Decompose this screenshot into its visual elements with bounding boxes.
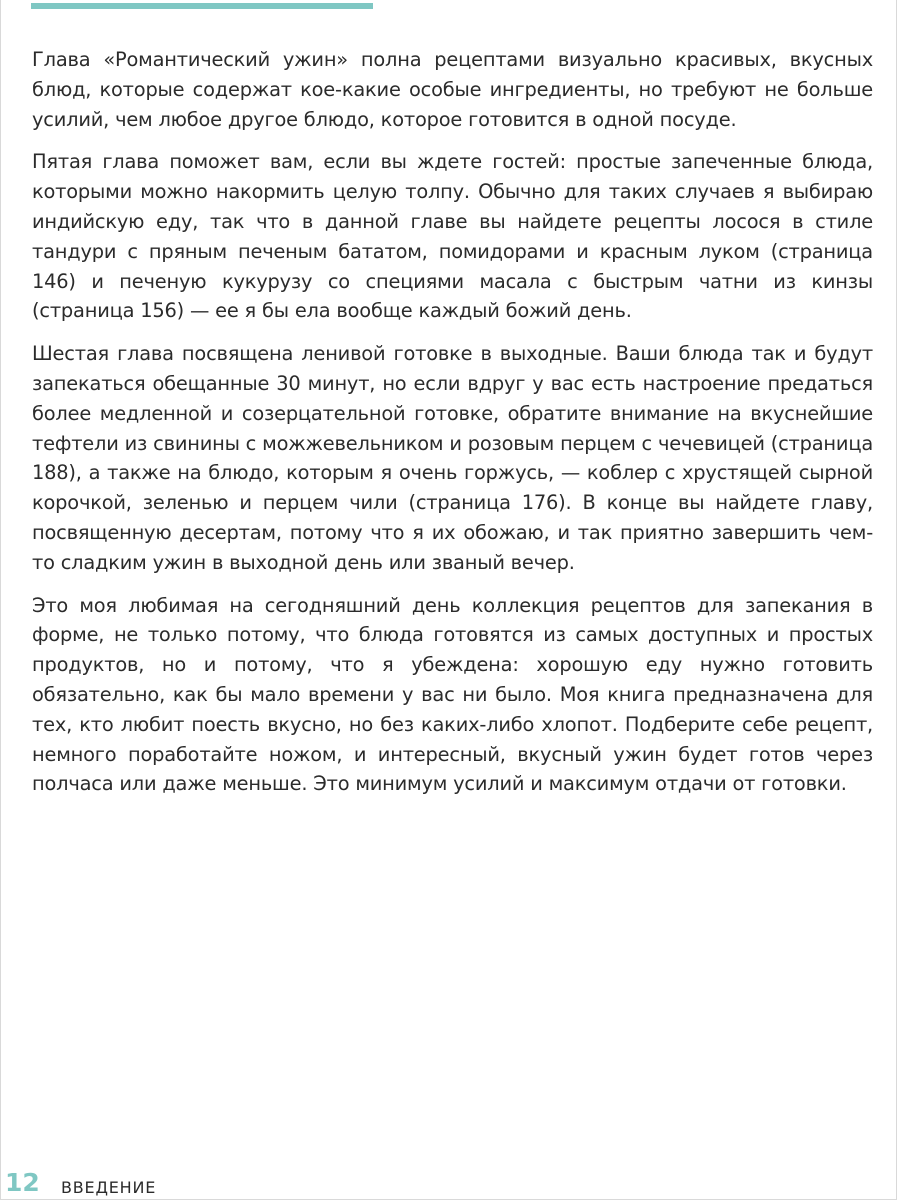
section-label: ВВЕДЕНИЕ [61, 1178, 157, 1197]
paragraph: Это моя любимая на сегодняшний день коллекция рецептов для запекания в форме, не только потому, что блюда готовятся из самых доступных и простых продуктов, но и потому, что я убеждена: хорошую еду нужно готовить обязательно, как бы мало времени у вас ни было. Моя книга предназначена для тех, кто любит поесть вкусно, но без каких-либо хлопот. Подберите себе рецепт, немного поработайте ножом, и интересный, вкусный ужин будет готов через полчаса или даже меньше. Это минимум усилий и максимум отдачи от готовки. [32, 593, 873, 796]
page-footer [1, 1168, 897, 1198]
paragraph: Шестая глава посвящена ленивой готовке в выходные. Ваши блюда так и будут запекаться обещанные 30 минут, но если вдруг у вас есть настроение предаться более медленной и созерцательной готовке, обратите внимание на вкуснейшие тефтели из свинины с можжевельником и розовым перцем с чечевицей (страница 188), а также на блюдо, которым я очень горжусь, — коблер с хрустящей сырной корочкой, зеленью и перцем чили (страница 176). В конце вы найдете главу, посвященную десертам, потому что я их обожаю, и так приятно завершить чем-то сладким ужин в выходной день или званый вечер. [32, 342, 873, 574]
paragraph: Глава «Романтический ужин» полна рецептами визуально красивых, вкусных блюд, которые содержат кое-какие особые ингредиенты, но требуют не больше усилий, чем любое другое блюдо, которое готовится в одной посуде. [32, 48, 873, 131]
paragraph: Пятая глава поможет вам, если вы ждете гостей: простые запеченные блюда, которыми можно накормить целую толпу. Обычно для таких случаев я выбираю индийскую еду, так что в данной главе вы найдете рецепты лосося в стиле тандури с пряным печеным бататом, помидорами и красным луком (страница 146) и печеную кукурузу со специями масала с быстрым чатни из кинзы (страница 156) — ее я бы ела вообще каждый божий день. [32, 150, 873, 323]
header-accent-bar [31, 3, 373, 9]
body-text [32, 45, 873, 812]
page-number: 12 [5, 1168, 40, 1197]
